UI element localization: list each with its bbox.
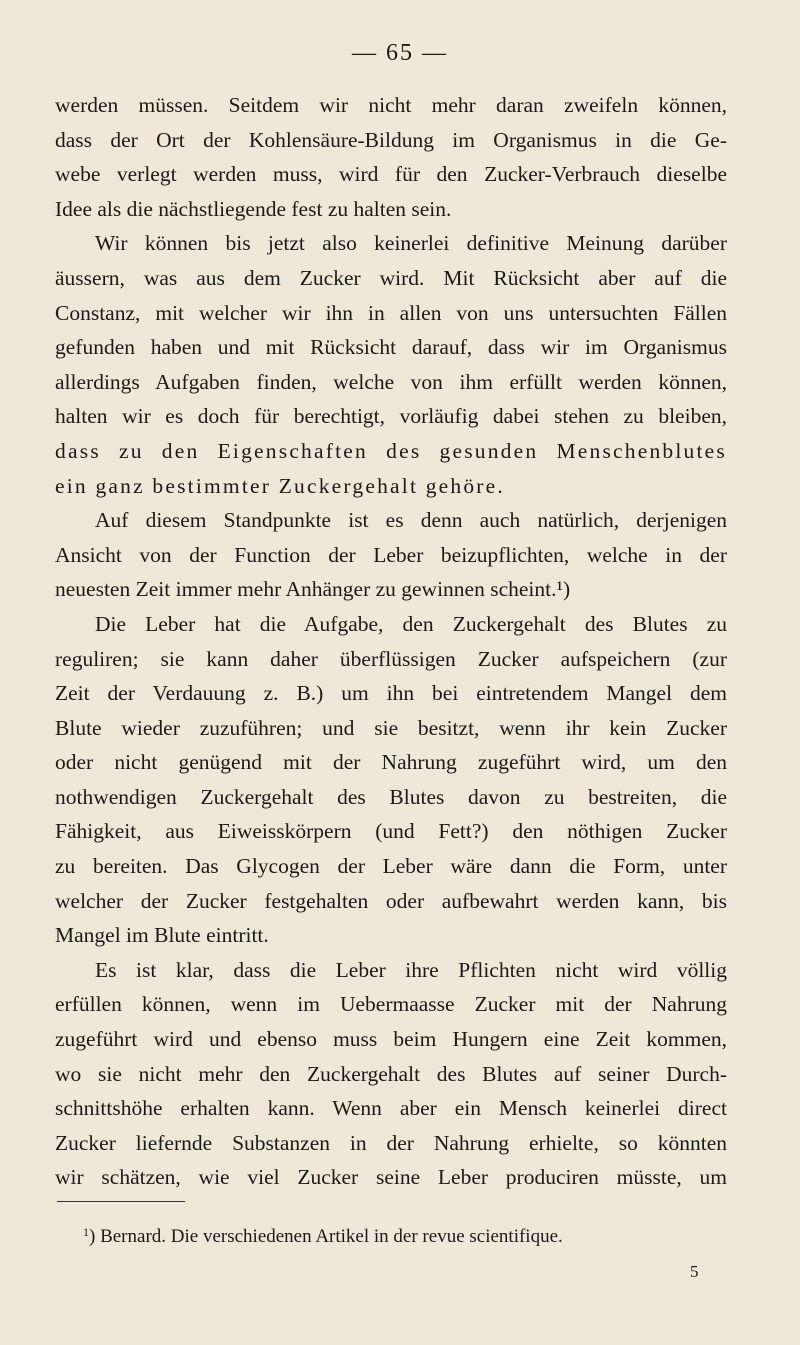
text-line-6: äussern, was aus dem Zucker wird. Mit Rücksicht aber auf die <box>55 265 727 290</box>
text-line-24: welcher der Zucker festgehalten oder aufbewahrt werden kann, bis <box>55 888 727 913</box>
text-line-4: Idee als die nächstliegende fest zu halten sein. <box>55 196 452 221</box>
text-line-29: wo sie nicht mehr den Zuckergehalt des Blutes auf seiner Durch- <box>55 1061 727 1086</box>
text-line-12-emphasis: ein ganz bestimmter Zuckergehalt gehöre. <box>55 473 505 498</box>
text-line-7: Constanz, mit welcher wir ihn in allen von uns untersuchten Fällen <box>55 300 727 325</box>
text-line-15: neuesten Zeit immer mehr Anhänger zu gewinnen scheint.¹) <box>55 577 571 602</box>
text-line-2: dass der Ort der Kohlensäure-Bildung im Organismus in die Ge- <box>55 127 727 152</box>
footnote-divider <box>57 1201 185 1202</box>
text-line-23: zu bereiten. Das Glycogen der Leber wäre dann die Form, unter <box>55 854 727 879</box>
text-line-30: schnittshöhe erhalten kann. Wenn aber ein Mensch keinerlei direct <box>55 1096 727 1121</box>
text-line-3: webe verlegt werden muss, wird für den Zucker-Verbrauch dieselbe <box>55 162 727 187</box>
text-line-14: Ansicht von der Function der Leber beizupflichten, welche in der <box>55 542 727 567</box>
body-text <box>55 88 727 1195</box>
text-line-11-emphasis: dass zu den Eigenschaften des gesunden Menschenblutes <box>55 438 727 463</box>
text-line-22: Fähigkeit, aus Eiweisskörpern (und Fett?) den nöthigen Zucker <box>55 819 727 844</box>
text-line-1: werden müssen. Seitdem wir nicht mehr daran zweifeln können, <box>55 93 727 117</box>
text-line-17: reguliren; sie kann daher überflüssigen Zucker aufspeichern (zur <box>55 646 727 671</box>
text-line-13: Auf diesem Standpunkte ist es denn auch natürlich, derjenigen <box>95 508 727 533</box>
text-line-10: halten wir es doch für berechtigt, vorläufig dabei stehen zu bleiben, <box>55 404 727 429</box>
signature-mark: 5 <box>690 1262 699 1281</box>
footnote-marker: 1 <box>83 1225 89 1239</box>
text-line-9: allerdings Aufgaben finden, welche von ihm erfüllt werden können, <box>55 369 727 394</box>
text-line-28: zugeführt wird und ebenso muss beim Hungern eine Zeit kommen, <box>55 1027 727 1052</box>
text-line-20: oder nicht genügend mit der Nahrung zugeführt wird, um den <box>55 750 727 775</box>
text-line-31: Zucker liefernde Substanzen in der Nahrung erhielte, so könnten <box>55 1130 727 1155</box>
text-line-32: wir schätzen, wie viel Zucker seine Leber produciren müsste, um <box>55 1165 727 1190</box>
text-line-18: Zeit der Verdauung z. B.) um ihn bei eintretendem Mangel dem <box>55 681 727 706</box>
footnote <box>83 1226 563 1248</box>
text-line-25: Mangel im Blute eintritt. <box>55 923 269 948</box>
text-line-21: nothwendigen Zuckergehalt des Blutes davon zu bestreiten, die <box>55 784 727 809</box>
footnote-text: ) Bernard. Die verschiedenen Artikel in der revue scientifique. <box>89 1226 563 1247</box>
page-number-header: — 65 — <box>352 40 448 66</box>
text-line-19: Blute wieder zuzuführen; und sie besitzt, wenn ihr kein Zucker <box>55 715 727 740</box>
text-line-26: Es ist klar, dass die Leber ihre Pflichten nicht wird völlig <box>95 957 727 982</box>
text-line-5: Wir können bis jetzt also keinerlei definitive Meinung darüber <box>95 231 727 256</box>
text-line-8: gefunden haben und mit Rücksicht darauf, dass wir im Organismus <box>55 335 727 360</box>
text-line-16: Die Leber hat die Aufgabe, den Zuckergehalt des Blutes zu <box>95 611 727 636</box>
text-line-27: erfüllen können, wenn im Uebermaasse Zucker mit der Nahrung <box>55 992 727 1017</box>
